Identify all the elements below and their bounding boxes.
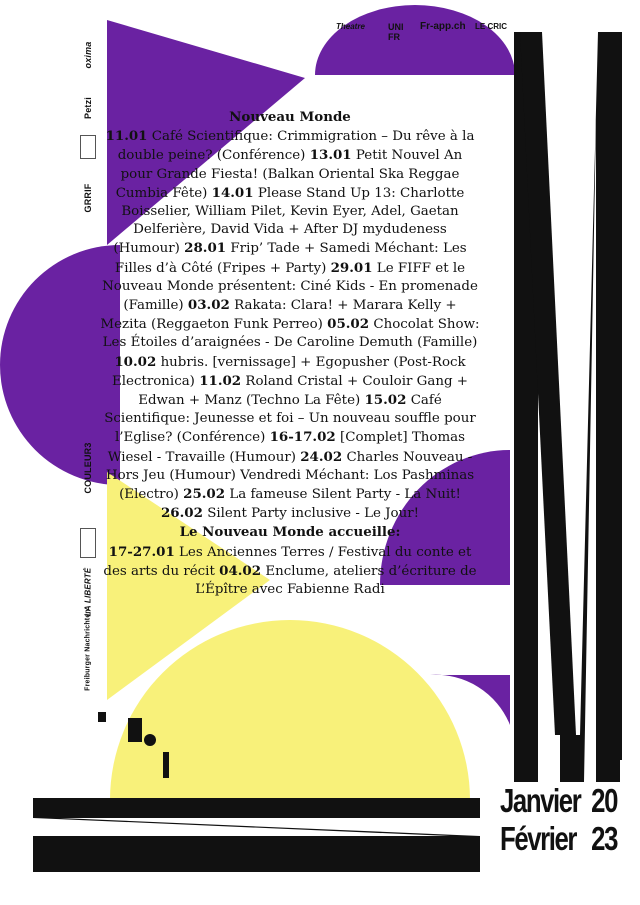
sponsor-logo-la-liberte: LA LIBERTÉ <box>83 567 93 617</box>
entry: 24.02 Charles Nouveau - Hors Jeu (Humour) <box>105 448 473 483</box>
sponsor-logo-oxima: oxima <box>83 41 93 69</box>
bottom-black-bars <box>33 798 480 872</box>
entry: 11.01 Café Scientifique: Crimmigration – Du rêve à la double peine? (Conférence) <box>105 128 475 164</box>
date-month-1: Janvier <box>500 782 581 819</box>
entry: 15.02 Café Scientifique: Jeunesse et foi – Un nouveau souffle pour l’Eglise? (Conférence) <box>104 392 476 446</box>
sponsor-logo-grrif: GRRIF <box>83 183 93 213</box>
big-letter-M <box>514 32 622 782</box>
accueille-entries <box>100 543 480 600</box>
program-title: Nouveau Monde <box>229 109 351 125</box>
date-line-2 <box>500 820 617 858</box>
entry: 13.01 Petit Nouvel An pour Grande Fiesta! (Balkan Oriental Ska Reggae Cumbia Fête) <box>115 147 463 201</box>
date-year-2: 23 <box>591 820 617 857</box>
entry: 29.01 Le FIFF et le Nouveau Monde présentent: Ciné Kids - En promenade (Famille) <box>102 259 478 314</box>
accueille-title: Le Nouveau Monde accueille: <box>179 524 401 541</box>
entry: 14.01 Please Stand Up 13: Charlotte Boisselier, William Pilet, Kevin Eyer, Adel, Gaetan Delferière, David Vida + After DJ mydudeness (Humour) <box>113 184 465 257</box>
top-sponsor-logos <box>330 22 510 50</box>
date-month-2: Février <box>500 820 577 857</box>
entry: 25.02 La fameuse Silent Party - La Nuit! <box>183 486 461 503</box>
date-year-1: 20 <box>591 782 617 819</box>
sponsor-logo-lecric: LE CRIC <box>475 22 507 31</box>
program-entries <box>100 127 480 523</box>
entry: 28.01 Frip’ Tade + Samedi Méchant: Les Filles d’à Côté (Fripes + Party) <box>114 240 467 276</box>
entry: 17-27.01 Les Anciennes Terres / Festival du conte et des arts du récit <box>103 543 472 579</box>
date-line-1 <box>500 782 617 820</box>
sponsor-logo-petzi: Petzi <box>83 96 93 120</box>
sponsor-logo-frapp: Fr-app.ch <box>420 21 466 32</box>
entry: 11.02 Roland Cristal + Couloir Gang + Edwan + Manz (Techno La Fête) <box>138 372 469 409</box>
entry: 26.02 Silent Party inclusive - Le Jour! <box>160 505 420 522</box>
entry: 04.02 Enclume, ateliers d’écriture de L’Épître avec Fabienne Radi <box>195 562 477 598</box>
date-range <box>500 782 617 858</box>
entry: 10.02 hubris. [vernissage] + Egopusher (Post-Rock Electronica) <box>111 353 466 389</box>
sponsor-logo-box <box>80 135 96 159</box>
entry: 05.02 Chocolat Show: Les Étoiles d’araignées - De Caroline Demuth (Famille) <box>102 316 480 351</box>
sponsor-logo-theatre: Theatre <box>336 22 365 31</box>
entry: 03.02 Rakata: Clara! + Marara Kelly + Mezita (Reggaeton Funk Perreo) <box>100 297 457 333</box>
sponsor-logo-freiburger-nachrichten: Freiburger Nachrichten <box>84 609 92 691</box>
sponsor-logo-couleur3: COULEUR3 <box>83 442 93 494</box>
sponsor-logo-box-2 <box>80 528 96 558</box>
entry: 16-17.02 [Complet] Thomas Wiesel - Travaille (Humour) <box>107 429 466 465</box>
entry: Vendredi Méchant: Los Pashminas (Electro) <box>119 467 475 503</box>
program-text <box>100 108 480 599</box>
sponsor-logo-unifr: UNI FR <box>388 22 404 42</box>
